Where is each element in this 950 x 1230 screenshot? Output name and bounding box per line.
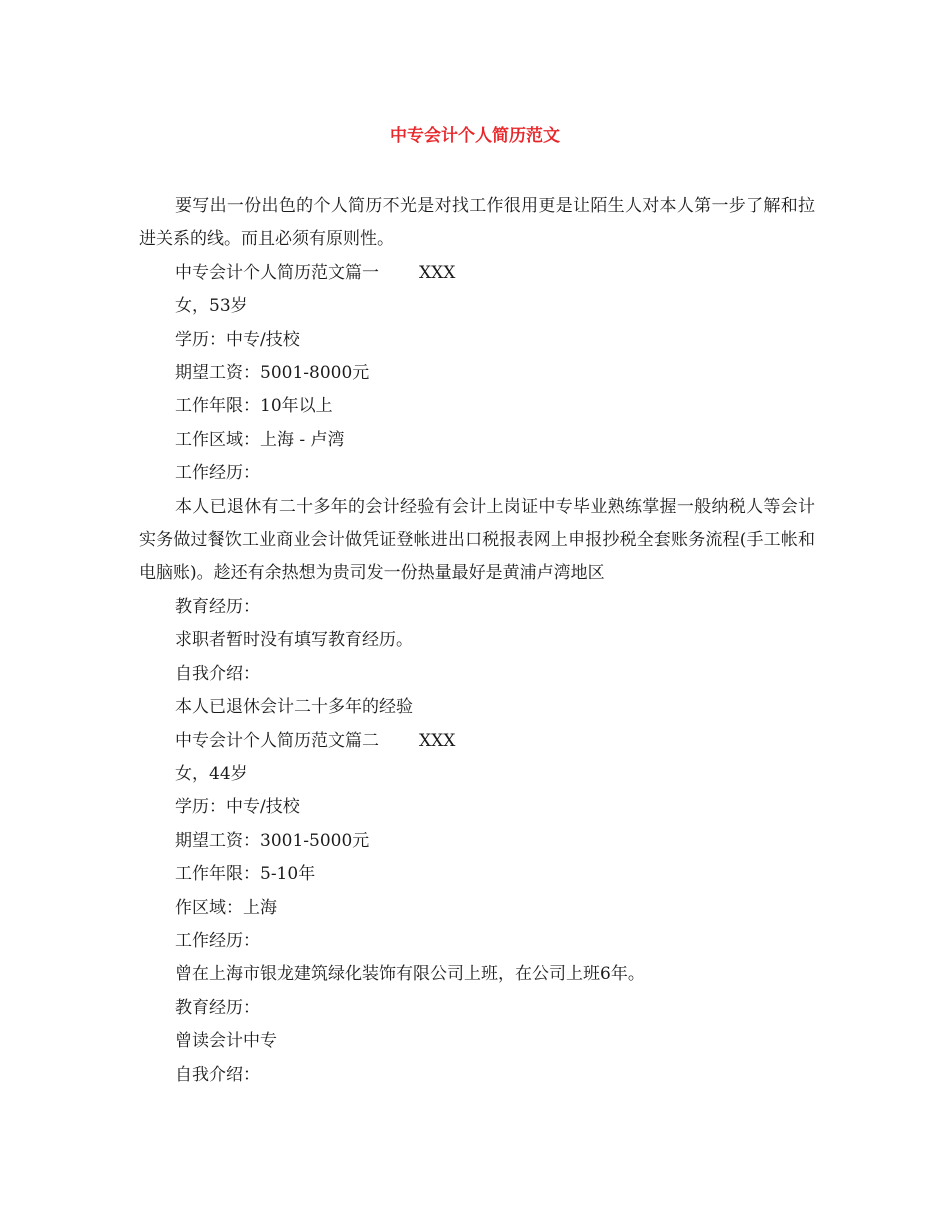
resume1-work-text: 本人已退休有二十多年的会计经验有会计上岗证中专毕业熟练掌握一般纳税人等会计实务做过餐饮工业商业会计做凭证登帐进出口税报表网上申报抄税全套账务流程(手工帐和电脑账)。趁还有余热想为贵司发一份热量最好是黄浦卢湾地区 <box>139 496 815 584</box>
resume1-salary: 期望工资：5001-8000元 <box>175 363 370 384</box>
resume1-years: 工作年限：10年以上 <box>175 396 333 417</box>
resume1-work-label: 工作经历： <box>175 463 260 484</box>
resume2-salary: 期望工资：3001-5000元 <box>175 830 370 851</box>
resume1-edu-label: 教育经历： <box>175 596 260 617</box>
resume2-work-text: 曾在上海市银龙建筑绿化装饰有限公司上班，在公司上班6年。 <box>175 964 645 985</box>
resume1-self-label: 自我介绍： <box>175 663 260 684</box>
resume2-heading <box>139 725 815 758</box>
resume1-region: 工作区域：上海 - 卢湾 <box>175 429 345 450</box>
resume2-heading-text: 中专会计个人简历范文篇二 <box>175 730 379 751</box>
resume2-edu-text: 曾读会计中专 <box>175 1031 277 1052</box>
resume2-region: 作区域：上海 <box>175 897 277 918</box>
page-title: 中专会计个人简历范文 <box>390 126 560 146</box>
resume2-edu-label: 教育经历： <box>175 997 260 1018</box>
document-body <box>139 190 815 1092</box>
resume1-heading <box>139 257 815 290</box>
resume1-education: 学历：中专/技校 <box>175 329 300 350</box>
resume1-name: XXX <box>419 262 456 283</box>
resume2-gender-age: 女，44岁 <box>175 763 248 784</box>
intro-paragraph: 要写出一份出色的个人简历不光是对找工作很用更是让陌生人对本人第一步了解和拉进关系的线。而且必须有原则性。 <box>139 196 815 250</box>
resume2-name: XXX <box>419 730 456 751</box>
resume1-heading-text: 中专会计个人简历范文篇一 <box>175 262 379 283</box>
resume1-self-text: 本人已退休会计二十多年的经验 <box>175 697 413 718</box>
resume2-education: 学历：中专/技校 <box>175 797 300 818</box>
resume2-years: 工作年限：5-10年 <box>175 864 316 885</box>
resume2-work-label: 工作经历： <box>175 930 260 951</box>
resume1-gender-age: 女，53岁 <box>175 296 248 317</box>
resume1-edu-text: 求职者暂时没有填写教育经历。 <box>175 630 413 651</box>
resume2-self-label: 自我介绍： <box>175 1064 260 1085</box>
